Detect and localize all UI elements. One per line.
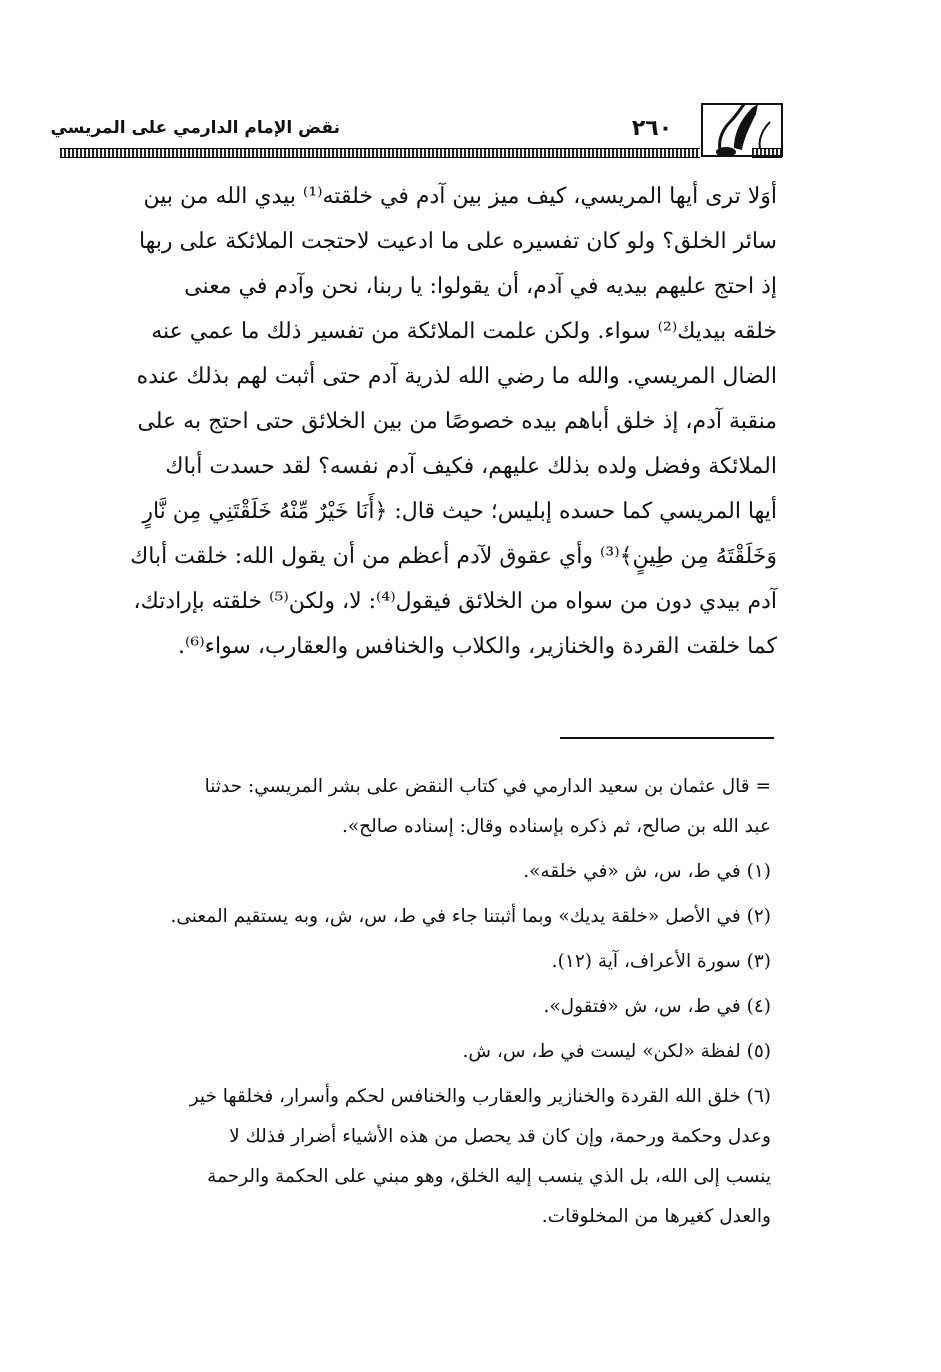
page-number: ٢٦٠ [631, 116, 673, 141]
body-line-3: إذ احتج عليهم بيديه في آدم، أن يقولوا: يا ربنا، نحن وآدم في معنى [184, 274, 777, 299]
footnote-continuation-1: = قال عثمان بن سعيد الدارمي في كتاب النقض على بشر المريسي: حدثنا [204, 776, 771, 797]
body-line-8: أيها المريسي كما حسده إبليس؛ حيث قال: ﴿أَنَا خَيْرٌ مِّنْهُ خَلَقْتَنِي مِن نَّارٍ [142, 499, 777, 524]
footnote-5: (٥) لفظة «لكن» ليست في ط، س، ش. [462, 1041, 771, 1062]
body-line-10: آدم بيدي دون من سواه من الخلائق فيقول⁽⁴⁾: لا، ولكن⁽⁵⁾ خلقته بإرادتك، [133, 589, 777, 614]
body-line-1: أوَلا ترى أيها المريسي، كيف ميز بين آدم في خلقته⁽¹⁾ بيدي الله من بين [143, 184, 777, 209]
body-line-6: منقبة آدم، إذ خلق أباهم بيده خصوصًا من بين الخلائق حتى احتج به على [137, 409, 777, 434]
footnote-6-line-4: والعدل كغيرها من المخلوقات. [541, 1206, 771, 1227]
footnote-2: (٢) في الأصل «خلقة يديك» وبما أثبتنا جاء في ط، س، ش، وبه يستقيم المعنى. [170, 906, 771, 927]
body-line-4: خلقه بيديك⁽²⁾ سواء. ولكن علمت الملائكة من تفسير ذلك ما عمي عنه [151, 319, 777, 344]
footnote-6-line-3: ينسب إلى الله، بل الذي ينسب إليه الخلق، وهو مبني على الحكمة والرحمة [207, 1166, 771, 1187]
footnote-4: (٤) في ط، س، ش «فتقول». [543, 996, 771, 1017]
footnote-3: (٣) سورة الأعراف، آية (١٢). [551, 951, 771, 972]
header-rule [60, 148, 700, 158]
footnote-6-line-2: وعدل وحكمة ورحمة، وإن كان قد يحصل من هذه الأشياء أضرار فذلك لا [229, 1126, 771, 1147]
body-line-7: الملائكة وفضل ولده بذلك عليهم، فكيف آدم نفسه؟ لقد حسدت أباك [165, 454, 777, 479]
footnote-continuation-2: عبد الله بن صالح، ثم ذكره بإسناده وقال: إسناده صالح». [341, 816, 771, 837]
inkwell-quill-ornament-icon [700, 98, 784, 162]
body-line-5: الضال المريسي. والله ما رضي الله لذرية آدم حتى أثبت لهم بذلك عنده [136, 364, 777, 389]
body-line-11: كما خلقت القردة والخنازير، والكلاب والخنافس والعقارب، سواء⁽⁶⁾. [177, 634, 777, 659]
footnote-1: (١) في ط، س، ش «في خلقه». [523, 861, 771, 882]
footnote-separator [560, 737, 774, 739]
running-title: نقض الإمام الدارمي على المريسي [50, 118, 340, 138]
body-line-2: سائر الخلق؟ ولو كان تفسيره على ما ادعيت لاحتجت الملائكة على ربها [138, 229, 777, 254]
body-line-9: وَخَلَقْتَهُ مِن طِينٍ﴾⁽³⁾ وأي عقوق لآدم أعظم من أن يقول الله: خلقت أباك [130, 544, 777, 569]
footnote-6: (٦) خلق الله القردة والخنازير والعقارب والخنافس لحكم وأسرار، فخلقها خير [189, 1086, 771, 1107]
